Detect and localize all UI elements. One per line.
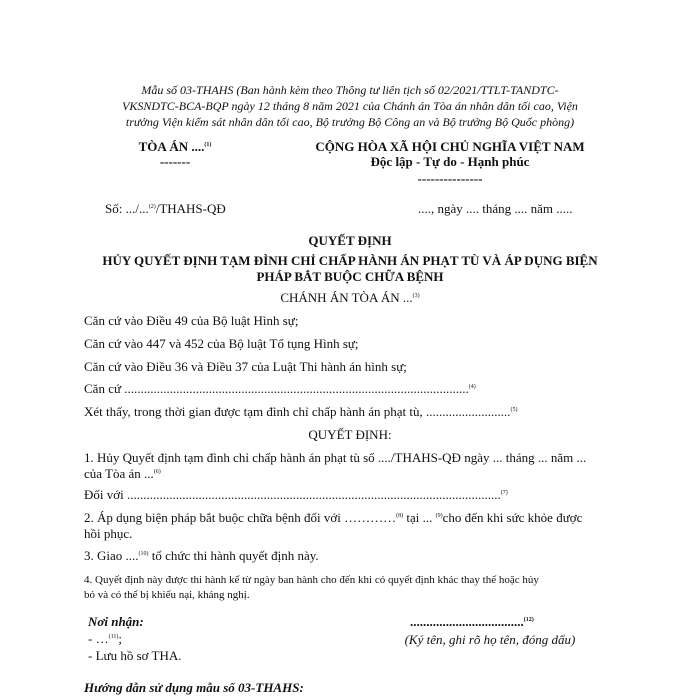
form-header-note: [70, 82, 630, 130]
item-2-footnote-b: (9): [435, 513, 443, 519]
court-rule: -------: [159, 154, 191, 169]
recipient-1-footnote: (11): [108, 634, 119, 640]
basis-4: Căn cứ ..........................................................................................................$^{(4)}$: [84, 381, 476, 396]
usage-guide-heading: Hướng dẫn sử dụng mẫu số 03-THAHS:: [84, 680, 304, 695]
national-motto-subtitle: Độc lập - Tự do - Hạnh phúc: [370, 154, 530, 169]
header-note-line-3: trưởng Viện kiểm sát nhân dân tối cao, Bộ trưởng Bộ Công an và Bộ trưởng Bộ Quốc phòng): [125, 115, 575, 129]
title-sub-line-1: HỦY QUYẾT ĐỊNH TẠM ĐÌNH CHỈ CHẤP HÀNH ÁN PHẠT TÙ VÀ ÁP DỤNG BIỆN: [102, 253, 598, 268]
item-3: 3. Giao ....$^{(10)}$ tổ chức thi hành quyết định này.: [84, 548, 319, 563]
item-4: [84, 573, 654, 603]
item-4-line-1: 4. Quyết định này được thi hành kể từ ngày ban hành cho đến khi có quyết định khác thay thế hoặc hủy: [84, 574, 539, 586]
item-4-line-2: bỏ và có thể bị khiếu nại, kháng nghị.: [84, 589, 250, 601]
item-3-footnote: (10): [138, 551, 149, 557]
basis-3: Căn cứ vào Điều 36 và Điều 37 của Luật Thi hành án hình sự;: [84, 359, 407, 374]
basis-5: Xét thấy, trong thời gian được tạm đình chỉ chấp hành án phạt tù, ..........................$^{(5)}$: [84, 404, 518, 419]
decision-number: Số: .../...$^{(2)}$/THAHS-QĐ: [105, 201, 226, 216]
court-footnote: (1): [204, 142, 212, 148]
basis-4-footnote: (4): [468, 384, 476, 390]
header-note-line-1: Mẫu số 03-THAHS (Ban hành kèm theo Thông tư liên tịch số 02/2021/TTLT-TANDTC-: [141, 83, 559, 97]
basis-5-footnote: (5): [510, 407, 518, 413]
signature-footnote: (12): [523, 617, 534, 623]
judge-heading: CHÁNH ÁN TÒA ÁN ...$^{(3)}$: [280, 290, 420, 305]
judge-footnote: (3): [412, 293, 420, 299]
signature-dots: ...................................$^{(12)}$: [410, 614, 534, 629]
number-footnote: (2): [148, 204, 156, 210]
national-motto-block: [240, 139, 660, 187]
recipient-1: - …$^{(11)}$;: [88, 631, 122, 646]
decision-heading: QUYẾT ĐỊNH:: [308, 427, 392, 442]
header-note-line-2: VKSNDTC-BCA-BQP ngày 12 tháng 8 năm 2021 của Chánh án Tòa án nhân dân tối cao, Viện: [122, 99, 578, 113]
item-2: [84, 510, 654, 542]
recipients-label: Nơi nhận:: [88, 614, 144, 629]
item-2-footnote-a: (8): [396, 513, 404, 519]
recipients-block: [88, 613, 181, 664]
signature-note: (Ký tên, ghi rõ họ tên, đóng dấu): [404, 632, 576, 647]
item-1-footnote: (6): [153, 469, 161, 475]
court-block: [90, 139, 260, 170]
item-2-line-1: 2. Áp dụng biện pháp bắt buộc chữa bệnh đối với …………$^{(8)}$ tại ... $^{(9)}$cho đến khi sức khỏe được: [84, 510, 583, 525]
target-line: Đối với ...................................................................................................................$^{(7)}$: [84, 487, 508, 502]
national-motto-title: CỘNG HÒA XÃ HỘI CHỦ NGHĨA VIỆT NAM: [315, 139, 585, 154]
item-1: [84, 450, 644, 482]
court-name: TÒA ÁN ....: [138, 139, 205, 154]
basis-1: Căn cứ vào Điều 49 của Bộ luật Hình sự;: [84, 313, 299, 328]
title-main: QUYẾT ĐỊNH: [308, 233, 392, 248]
basis-2: Căn cứ vào 447 và 452 của Bộ luật Tố tụng Hình sự;: [84, 336, 359, 351]
place-date-line: ...., ngày .... tháng .... năm .....: [418, 201, 573, 216]
item-1-line-1: 1. Hủy Quyết định tạm đình chỉ chấp hành án phạt tù số ..../THAHS-QĐ ngày ... tháng ... năm ...: [84, 450, 587, 465]
target-footnote: (7): [500, 490, 508, 496]
document-title: [40, 233, 660, 285]
item-2-line-2: hồi phục.: [84, 526, 133, 541]
recipient-2: - Lưu hồ sơ THA.: [88, 648, 182, 663]
title-sub-line-2: PHÁP BẮT BUỘC CHỮA BỆNH: [256, 269, 444, 284]
item-1-line-2: của Tòa án ...$^{(6)}$: [84, 466, 161, 481]
national-motto-rule: ---------------: [417, 171, 483, 186]
